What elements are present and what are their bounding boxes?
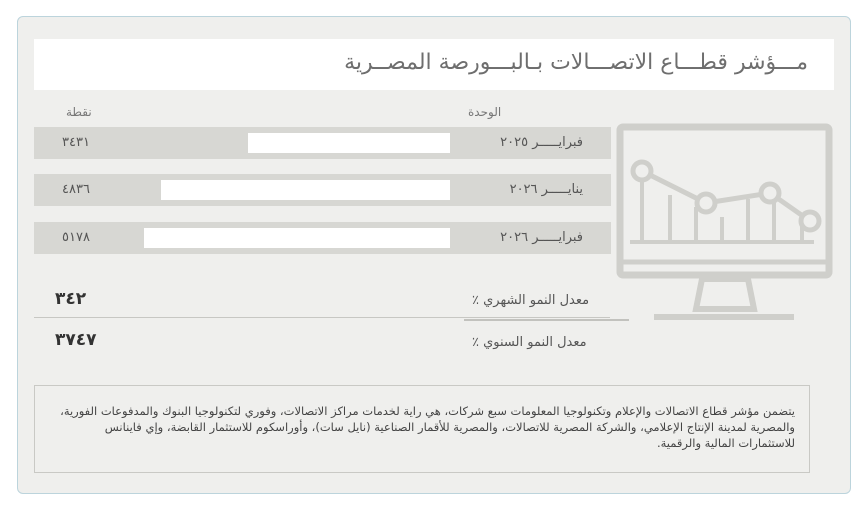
monthly-growth-label: معدل النمو الشهري ٪ <box>472 293 590 308</box>
title-box <box>34 39 834 90</box>
yearly-growth-label: معدل النمو السنوي ٪ <box>472 335 587 350</box>
divider <box>34 317 610 318</box>
row-bar <box>144 228 450 248</box>
unit-header: الوحدة <box>468 105 502 119</box>
row-value: ٤٨٣٦ <box>62 182 90 197</box>
page-title: مـــؤشر قطـــاع الاتصـــالات بـالبـــورصة المصــرية <box>344 50 808 75</box>
table-row <box>34 127 611 159</box>
row-label: فبرايـــــر ٢٠٢٥ <box>500 135 583 150</box>
row-label: ينايـــــر ٢٠٢٦ <box>509 182 583 197</box>
monthly-growth-value: ٣٤٢ <box>55 289 87 309</box>
points-header: نقطة <box>66 105 92 119</box>
description-text: يتضمن مؤشر قطاع الاتصالات والإعلام وتكنولوجيا المعلومات سبع شركات، هي راية لخدمات مراكز الاتصالات، وفوري لتكنولوجيا البنوك والمدفوعات الفورية، والمصرية لمدينة الإنتاج الإعلامي، والشركة المصرية للاتصالات، والمصرية للأقمار الصناعية (نايل سات)، وأوراسكوم للاستثمار القابضة، وإي فاينانس للاستثمارات المالية والرقمية. <box>60 404 795 450</box>
row-label: فبرايـــــر ٢٠٢٦ <box>500 230 583 245</box>
table-row <box>34 174 611 206</box>
index-card <box>17 16 851 494</box>
description-box <box>34 385 810 473</box>
yearly-growth-value: ٣٧٤٧ <box>55 330 97 350</box>
row-value: ٣٤٣١ <box>62 135 90 150</box>
row-bar <box>248 133 450 153</box>
row-value: ٥١٧٨ <box>62 230 90 245</box>
row-bar <box>161 180 450 200</box>
monitor-chart-icon <box>614 121 836 327</box>
divider-accent <box>464 319 629 321</box>
table-row <box>34 222 611 254</box>
